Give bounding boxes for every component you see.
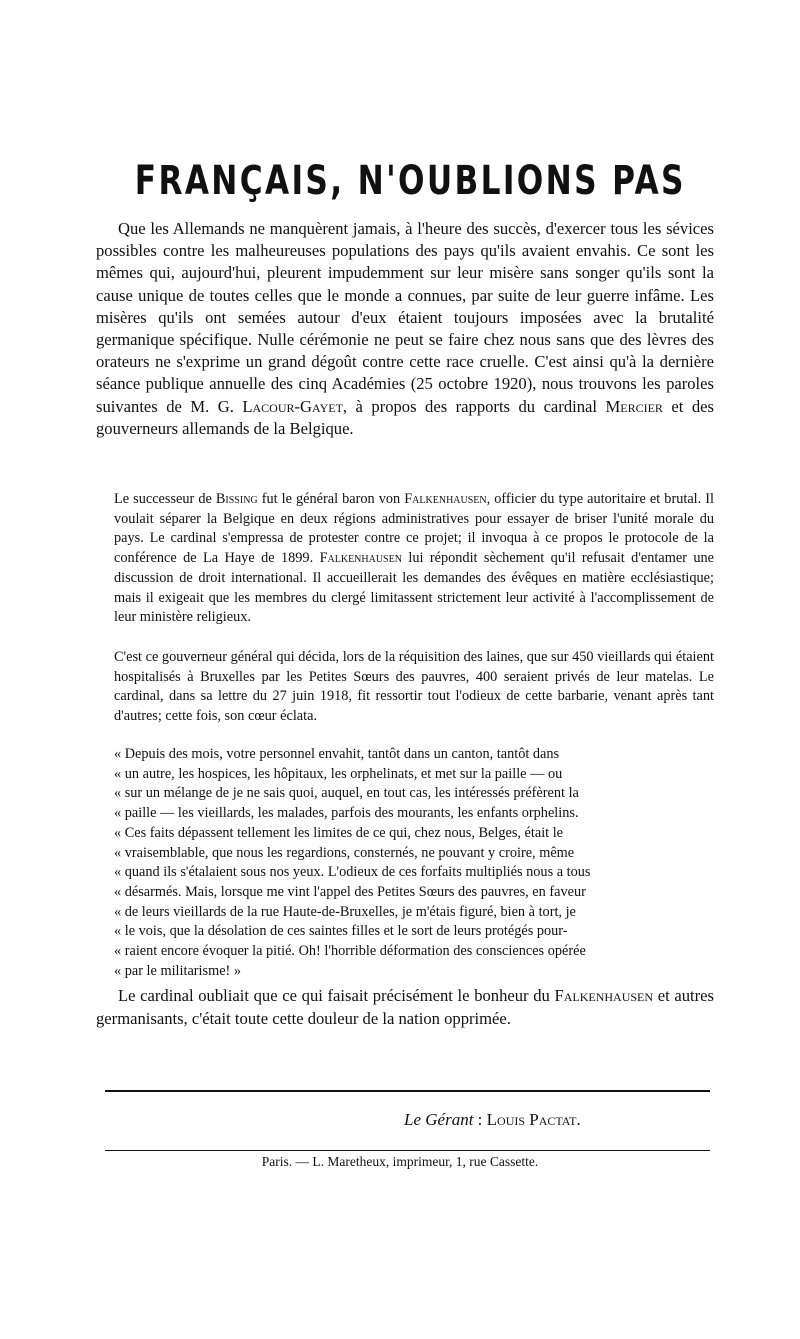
intro-text-b: , à propos des rapports du cardinal [342,396,606,416]
quote-line: « paille — les vieillards, les malades, parfois des mourants, les enfants orphelins. [114,805,579,822]
quote-line: « le vois, que la désolation de ces saintes filles et le sort de leurs protégés pour- [114,923,568,940]
conclusion-text-b: et autres germanisants, c'était toute cette douleur de la nation opprimée. [96,986,714,1028]
paragraph-requisition: C'est ce gouverneur général qui décida, lors de la réquisition des laines, que sur 450 vieillards qui étaient hospitalisés à Bruxelles par les Petites Sœurs des pauvres, 400 seraient privés de leur matelas. Le cardinal, dans sa lettre du 27 juin 1918, fit ressortir tout l'odieux de cette barbarie, venant après tant d'autres; cette fois, son cœur éclata. [114,649,714,725]
name-lacour-gayet: Lacour-Gayet [242,396,343,416]
quote-line: « Ces faits dépassent tellement les limites de ce qui, chez nous, Belges, était le [114,824,564,841]
page-title: FRANÇAIS, N'OUBLIONS PAS [134,158,686,204]
signature-label: Le Gérant [404,1110,474,1129]
name-bissing: Bissing [215,491,258,507]
conclusion-paragraph [96,985,714,1030]
p1-text-c: , officier du type autoritaire et brutal. Il voulait séparer la Belgique en deux régions administratives pour essayer de briser l'unité morale du pays. Le cardinal s'empressa de protester contre ce projet; il invoqua à ce propos le protocole de la conférence de La Haye de 1899. [114,491,715,567]
quote-line: « vraisemblable, que nous les regardions, consternés, ne pouvant y croire, même [114,844,575,861]
quote-line: « Depuis des mois, votre personnel envahit, tantôt dans un canton, tantôt dans [114,746,560,762]
signature [404,1110,581,1130]
cardinal-quote [114,745,714,981]
name-falkenhausen-3: Falkenhausen [554,986,654,1005]
quote-line: « désarmés. Mais, lorsque me vint l'appel des Petites Sœurs des pauvres, en faveur [114,883,586,900]
intro-text-c: et des gouverneurs allemands de la Belgique. [96,396,714,438]
name-falkenhausen-2: Falkenhausen [319,550,402,567]
signature-separator: : [473,1110,487,1129]
signature-name: Louis Pactat. [486,1110,581,1129]
divider-rule-bottom [105,1150,710,1151]
quote-line: « raient encore évoquer la pitié. Oh! l'horrible déformation des consciences opérée [114,943,586,960]
paragraph-falkenhausen [114,490,714,628]
name-mercier: Mercier [605,396,663,416]
intro-text-a: Que les Allemands ne manquèrent jamais, à l'heure des succès, d'exercer tous les sévices possibles contre les malheureuses populations des pays qu'ils avaient envahis. Ce sont les mêmes qui, aujourd'hui, pleurent impudemment sur leur misère sans songer qu'ils sont la cause unique de toutes celles que le monde a connues, par suite de leur guerre infâme. Les misères qu'ils ont semées autour d'eux étaient toujours imposées avec la brutalité germanique spécifique. Nulle cérémonie ne peut se faire chez nous sans que des lèvres des orateurs ne s'exprime un grand dégoût contre cette race cruelle. C'est ainsi qu'à la dernière séance publique annuelle des cinq Académies (25 octobre 1920), nous trouvons les paroles suivantes de M. G. [96,219,714,416]
name-falkenhausen-1: Falkenhausen [404,491,487,507]
divider-rule-top [105,1090,710,1092]
quote-line: « de leurs vieillards de la rue Haute-de-Bruxelles, je m'étais figuré, bien à tort, je [114,903,576,920]
printer-imprint: Paris. — L. Maretheux, imprimeur, 1, rue Cassette. [261,1154,539,1169]
quote-line: « sur un mélange de je ne sais quoi, auquel, en tout cas, les intéressés préfèrent la [114,785,579,802]
p1-text-b: fut le général baron von [257,491,405,507]
intro-paragraph [96,218,714,440]
p1-text-d: lui répondit sèchement qu'il refusait d'entamer une discussion de droit international. Il accueillerait les demandes des évêques en matière ecclésiastique; mais il exigeait que les membres du clergé limitassent strictement leur activité à l'accomplissement de leur ministère religieux. [114,550,714,626]
quote-line: « un autre, les hospices, les hôpitaux, les orphelinats, et met sur la paille — ou [114,765,563,782]
quote-line: « quand ils s'étalaient sous nos yeux. L'odieux de ces forfaits multipliés nous a tous [114,864,591,881]
quote-line: « par le militarisme! » [114,962,242,979]
p1-text-a: Le successeur de [114,491,216,507]
conclusion-text-a: Le cardinal oubliait que ce qui faisait précisément le bonheur du [118,986,555,1005]
